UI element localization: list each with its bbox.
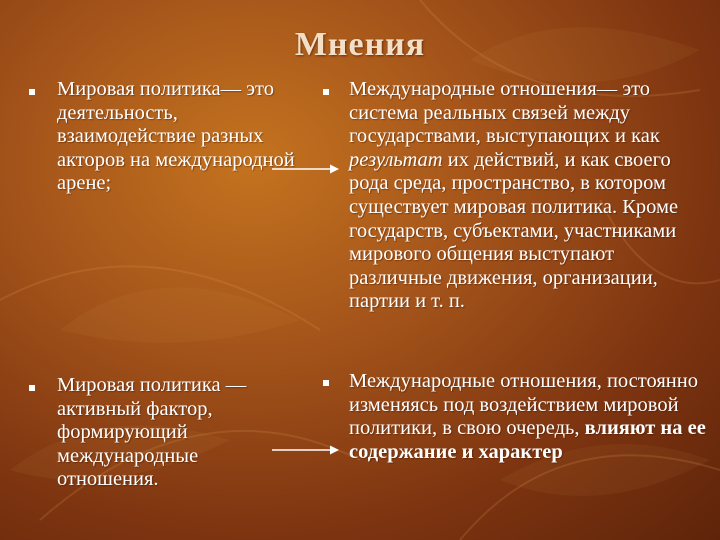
right-point-2-text: Международные отношения, постоянно изменяясь под воздействием мировой политики, в свою очередь, <box>349 370 698 440</box>
right-point-1-text: Международные отношения— это система реальных связей между государствами, выступающих и как <box>349 78 660 148</box>
right-point-1-italic: результат <box>349 148 443 171</box>
bullet-icon <box>323 89 329 95</box>
slide-title: Мнения <box>294 26 426 63</box>
left-point-2: Мировая политика — активный фактор, формирующий международные отношения. <box>57 374 247 491</box>
right-point-1-text-end: их действий, и как своего рода среда, пространство, в котором существует мировая политика. Кроме государств, субъектами, участниками мирового общения выступают различные движения, организации, партии и т. п. <box>349 148 679 313</box>
bullet-icon <box>323 380 329 386</box>
right-point-2 <box>349 370 709 464</box>
bullet-icon <box>29 385 35 391</box>
arrow-right-icon <box>272 163 340 175</box>
left-point-1: Мировая политика— это деятельность, взаимодействие разных акторов на международной арене; <box>57 78 295 195</box>
right-point-2-bold: влияют на ее содержание и характер <box>349 417 706 463</box>
right-point-1 <box>349 78 709 314</box>
arrow-right-icon <box>272 444 340 456</box>
bullet-icon <box>29 89 35 95</box>
